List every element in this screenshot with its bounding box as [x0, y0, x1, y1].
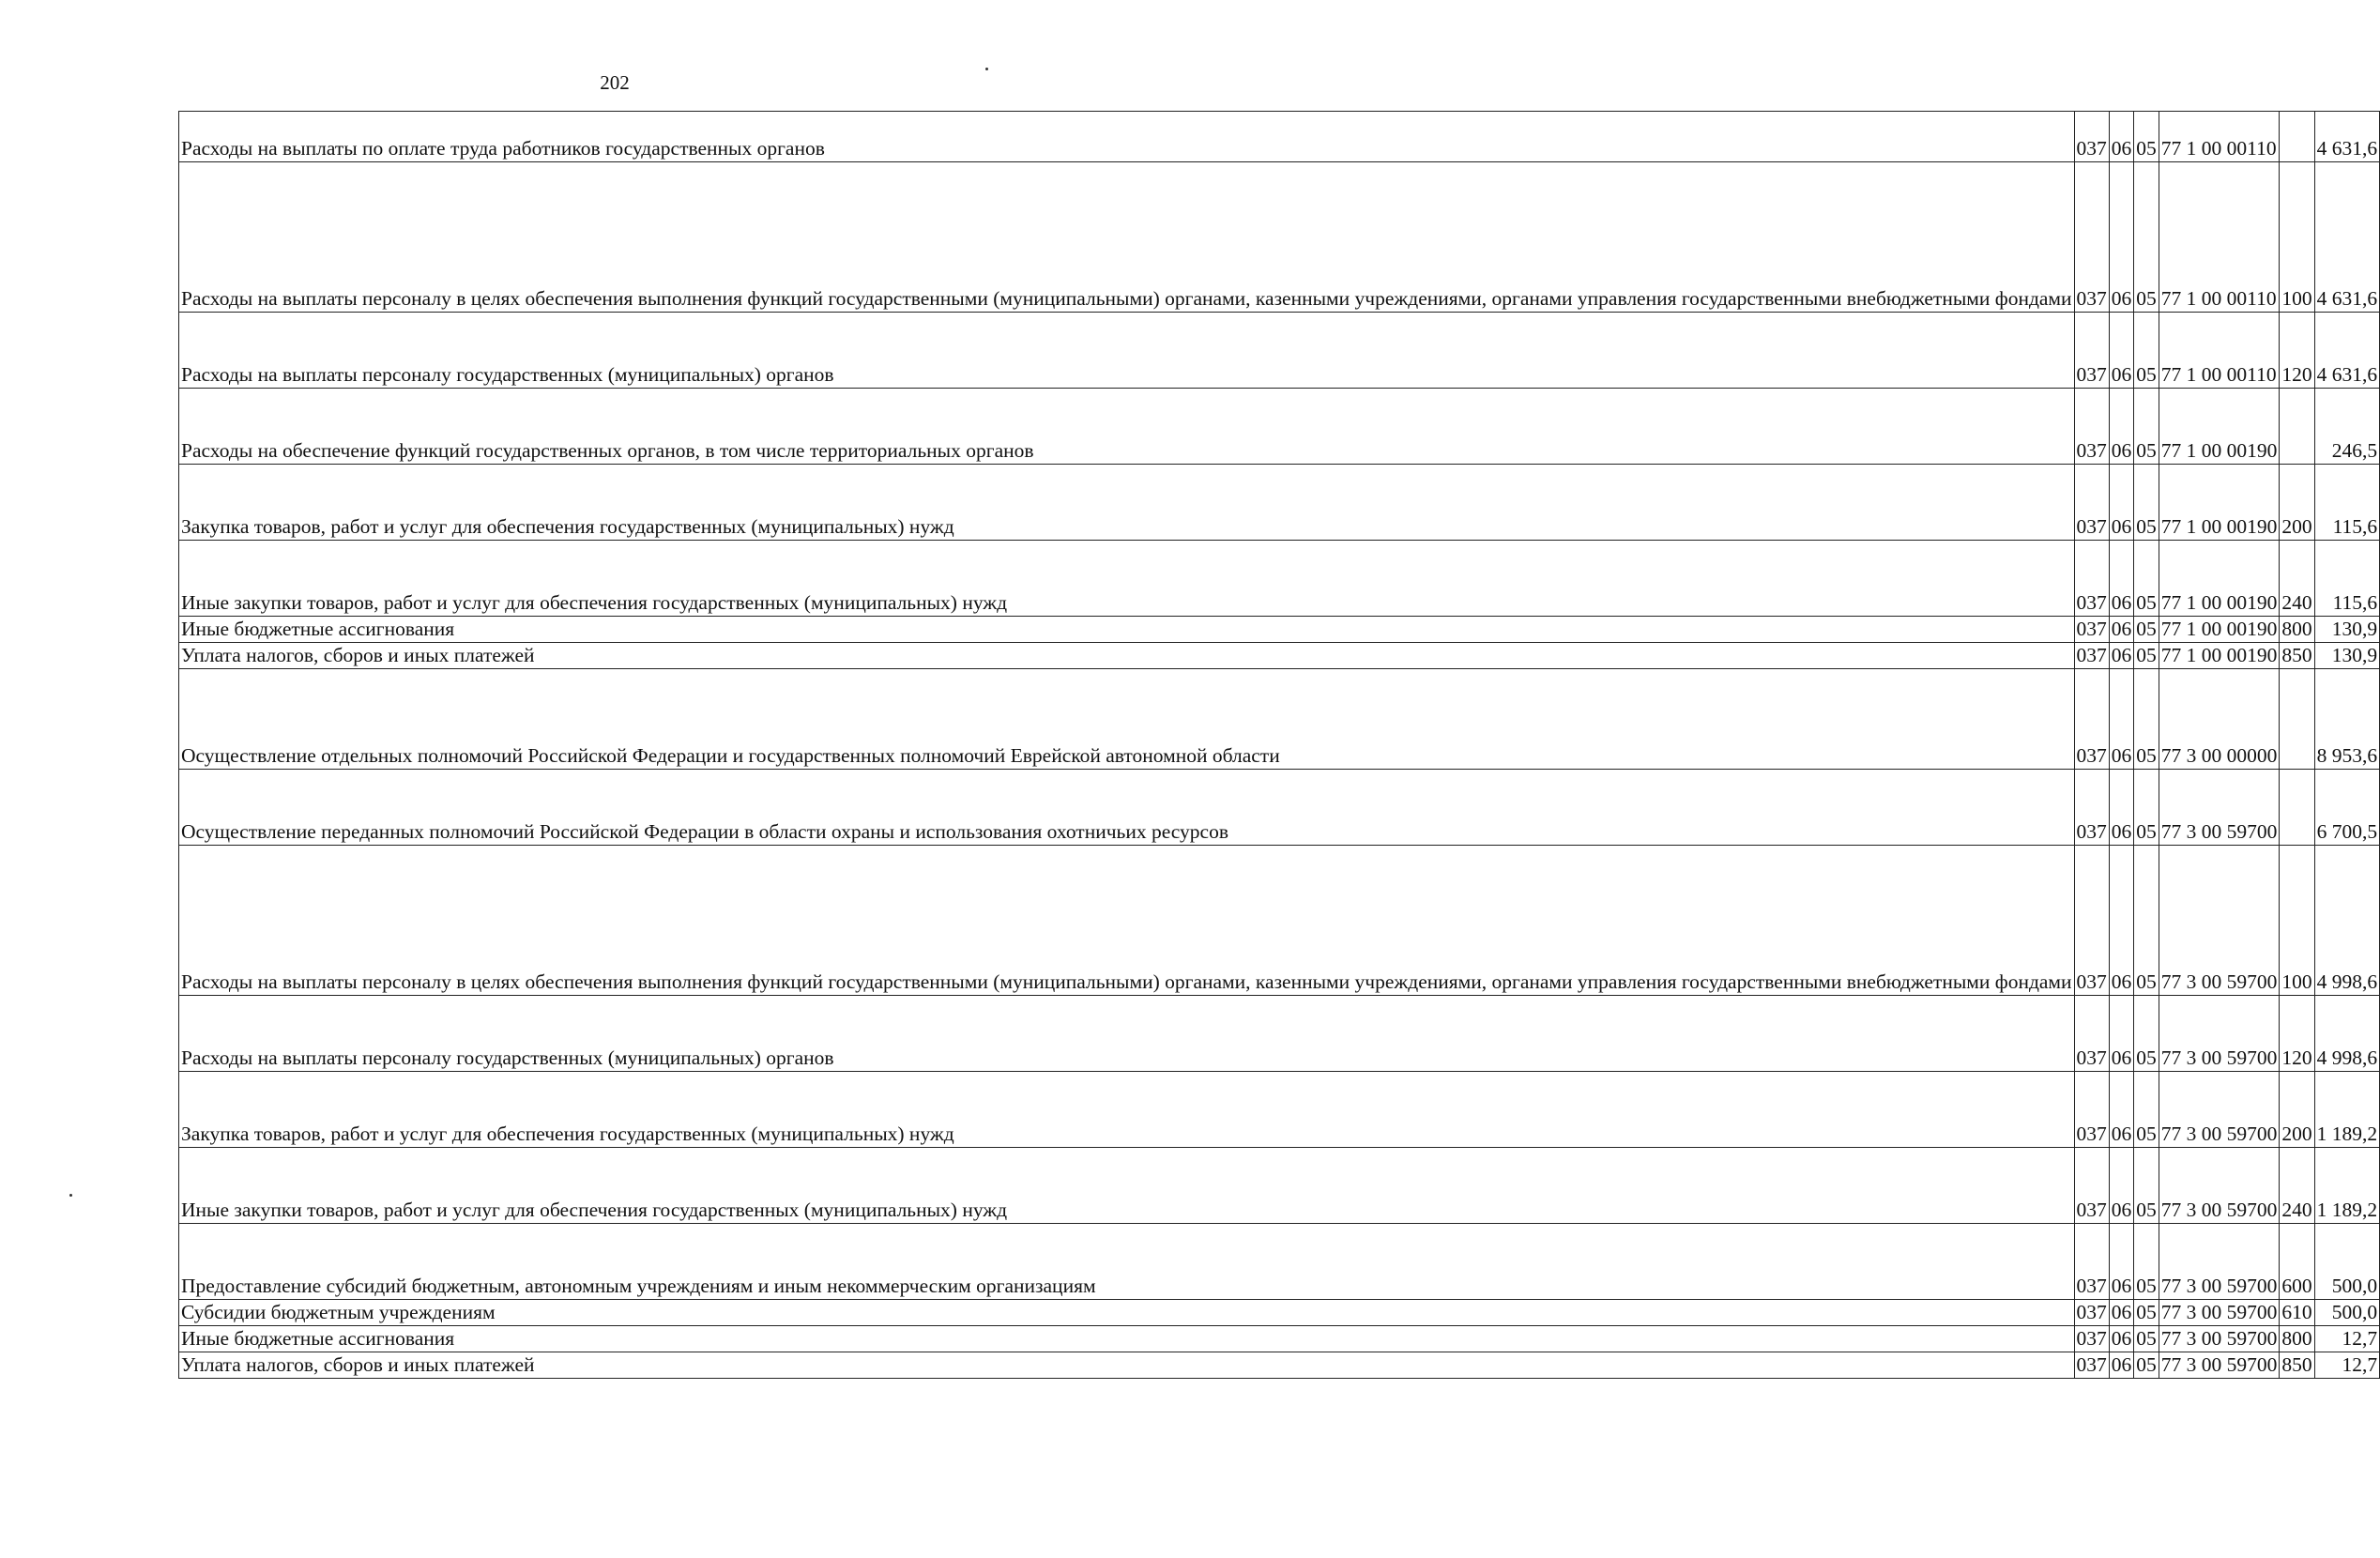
- target-article-cell: 77 3 00 00000: [2159, 669, 2280, 770]
- expense-name-cell: Осуществление отдельных полномочий Российской Федерации и государственных полномочий Еврейской автономной области: [179, 669, 2075, 770]
- amount-cell: 130,9: [2314, 643, 2380, 669]
- target-article-cell: 77 3 00 59700: [2159, 1148, 2280, 1224]
- expense-name-cell: Расходы на выплаты персоналу государственных (муниципальных) органов: [179, 313, 2075, 389]
- subsection-code-cell: 05: [2134, 846, 2159, 996]
- table-row: [179, 313, 2380, 389]
- expense-type-cell: 600: [2280, 1224, 2314, 1300]
- section-code-cell: 06: [2109, 162, 2134, 313]
- expense-name-cell: Закупка товаров, работ и услуг для обеспечения государственных (муниципальных) нужд: [179, 1072, 2075, 1148]
- subsection-code-cell: 05: [2134, 465, 2159, 541]
- expense-name-cell: Расходы на обеспечение функций государственных органов, в том числе территориальных органов: [179, 389, 2075, 465]
- ministry-code-cell: 037: [2074, 1148, 2109, 1224]
- expense-type-cell: 200: [2280, 465, 2314, 541]
- ministry-code-cell: 037: [2074, 846, 2109, 996]
- section-code-cell: 06: [2109, 1352, 2134, 1379]
- ministry-code-cell: 037: [2074, 313, 2109, 389]
- section-code-cell: 06: [2109, 112, 2134, 162]
- table-row: [179, 1072, 2380, 1148]
- expense-name-cell: Субсидии бюджетным учреждениям: [179, 1300, 2075, 1326]
- table-row: [179, 1326, 2380, 1352]
- target-article-cell: 77 3 00 59700: [2159, 1072, 2280, 1148]
- subsection-code-cell: 05: [2134, 617, 2159, 643]
- expense-name-cell: Расходы на выплаты персоналу государственных (муниципальных) органов: [179, 996, 2075, 1072]
- section-code-cell: 06: [2109, 669, 2134, 770]
- expense-type-cell: 200: [2280, 1072, 2314, 1148]
- target-article-cell: 77 1 00 00110: [2159, 313, 2280, 389]
- expense-type-cell: 120: [2280, 996, 2314, 1072]
- expense-type-cell: 240: [2280, 541, 2314, 617]
- subsection-code-cell: 05: [2134, 643, 2159, 669]
- subsection-code-cell: 05: [2134, 1148, 2159, 1224]
- expense-name-cell: Иные закупки товаров, работ и услуг для обеспечения государственных (муниципальных) нужд: [179, 541, 2075, 617]
- amount-cell: 130,9: [2314, 617, 2380, 643]
- expense-name-cell: Иные закупки товаров, работ и услуг для обеспечения государственных (муниципальных) нужд: [179, 1148, 2075, 1224]
- subsection-code-cell: 05: [2134, 541, 2159, 617]
- target-article-cell: 77 1 00 00110: [2159, 112, 2280, 162]
- section-code-cell: 06: [2109, 1072, 2134, 1148]
- section-code-cell: 06: [2109, 1300, 2134, 1326]
- expense-name-cell: Уплата налогов, сборов и иных платежей: [179, 643, 2075, 669]
- expense-name-cell: Расходы на выплаты персоналу в целях обеспечения выполнения функций государственными (муниципальными) органами, казенными учреждениями, органами управления государственными внебюджетными фондами: [179, 846, 2075, 996]
- section-code-cell: 06: [2109, 643, 2134, 669]
- ministry-code-cell: 037: [2074, 617, 2109, 643]
- target-article-cell: 77 3 00 59700: [2159, 1352, 2280, 1379]
- ministry-code-cell: 037: [2074, 770, 2109, 846]
- section-code-cell: 06: [2109, 1148, 2134, 1224]
- expense-name-cell: Иные бюджетные ассигнования: [179, 1326, 2075, 1352]
- subsection-code-cell: 05: [2134, 112, 2159, 162]
- table-row: [179, 465, 2380, 541]
- amount-cell: 115,6: [2314, 541, 2380, 617]
- amount-cell: 500,0: [2314, 1224, 2380, 1300]
- table-row: [179, 846, 2380, 996]
- expense-type-cell: [2280, 669, 2314, 770]
- expense-type-cell: [2280, 770, 2314, 846]
- table-body: [179, 112, 2380, 1379]
- ministry-code-cell: 037: [2074, 643, 2109, 669]
- expense-type-cell: 120: [2280, 313, 2314, 389]
- target-article-cell: 77 3 00 59700: [2159, 1224, 2280, 1300]
- expense-name-cell: Предоставление субсидий бюджетным, автономным учреждениям и иным некоммерческим организациям: [179, 1224, 2075, 1300]
- expense-type-cell: [2280, 389, 2314, 465]
- ministry-code-cell: 037: [2074, 669, 2109, 770]
- section-code-cell: 06: [2109, 313, 2134, 389]
- expense-name-cell: Осуществление переданных полномочий Российской Федерации в области охраны и использования охотничьих ресурсов: [179, 770, 2075, 846]
- subsection-code-cell: 05: [2134, 770, 2159, 846]
- ministry-code-cell: 037: [2074, 465, 2109, 541]
- scan-speck: [985, 68, 988, 70]
- expense-name-cell: Закупка товаров, работ и услуг для обеспечения государственных (муниципальных) нужд: [179, 465, 2075, 541]
- table-row: [179, 162, 2380, 313]
- amount-cell: 1 189,2: [2314, 1072, 2380, 1148]
- amount-cell: 12,7: [2314, 1352, 2380, 1379]
- expense-type-cell: 800: [2280, 1326, 2314, 1352]
- amount-cell: 4 631,6: [2314, 313, 2380, 389]
- amount-cell: 4 631,6: [2314, 112, 2380, 162]
- ministry-code-cell: 037: [2074, 996, 2109, 1072]
- target-article-cell: 77 1 00 00190: [2159, 465, 2280, 541]
- ministry-code-cell: 037: [2074, 1326, 2109, 1352]
- section-code-cell: 06: [2109, 617, 2134, 643]
- amount-cell: 115,6: [2314, 465, 2380, 541]
- table-row: [179, 1300, 2380, 1326]
- expense-type-cell: 850: [2280, 643, 2314, 669]
- amount-cell: 246,5: [2314, 389, 2380, 465]
- amount-cell: 8 953,6: [2314, 669, 2380, 770]
- amount-cell: 4 998,6: [2314, 846, 2380, 996]
- expense-type-cell: 100: [2280, 162, 2314, 313]
- expense-type-cell: 610: [2280, 1300, 2314, 1326]
- target-article-cell: 77 1 00 00110: [2159, 162, 2280, 313]
- amount-cell: 12,7: [2314, 1326, 2380, 1352]
- target-article-cell: 77 1 00 00190: [2159, 617, 2280, 643]
- ministry-code-cell: 037: [2074, 112, 2109, 162]
- subsection-code-cell: 05: [2134, 1326, 2159, 1352]
- expense-name-cell: Расходы на выплаты по оплате труда работников государственных органов: [179, 112, 2075, 162]
- subsection-code-cell: 05: [2134, 669, 2159, 770]
- section-code-cell: 06: [2109, 389, 2134, 465]
- table-row: [179, 617, 2380, 643]
- expense-type-cell: [2280, 112, 2314, 162]
- subsection-code-cell: 05: [2134, 1300, 2159, 1326]
- subsection-code-cell: 05: [2134, 1352, 2159, 1379]
- expense-name-cell: Расходы на выплаты персоналу в целях обеспечения выполнения функций государственными (муниципальными) органами, казенными учреждениями, органами управления государственными внебюджетными фондами: [179, 162, 2075, 313]
- target-article-cell: 77 3 00 59700: [2159, 1326, 2280, 1352]
- ministry-code-cell: 037: [2074, 1352, 2109, 1379]
- section-code-cell: 06: [2109, 996, 2134, 1072]
- expense-type-cell: 100: [2280, 846, 2314, 996]
- ministry-code-cell: 037: [2074, 162, 2109, 313]
- amount-cell: 4 631,6: [2314, 162, 2380, 313]
- table-row: [179, 669, 2380, 770]
- target-article-cell: 77 3 00 59700: [2159, 996, 2280, 1072]
- section-code-cell: 06: [2109, 465, 2134, 541]
- ministry-code-cell: 037: [2074, 1224, 2109, 1300]
- table-row: [179, 770, 2380, 846]
- target-article-cell: 77 3 00 59700: [2159, 1300, 2280, 1326]
- amount-cell: 4 998,6: [2314, 996, 2380, 1072]
- expense-name-cell: Иные бюджетные ассигнования: [179, 617, 2075, 643]
- target-article-cell: 77 1 00 00190: [2159, 389, 2280, 465]
- ministry-code-cell: 037: [2074, 1072, 2109, 1148]
- table-row: [179, 996, 2380, 1072]
- section-code-cell: 06: [2109, 846, 2134, 996]
- table-row: [179, 541, 2380, 617]
- amount-cell: 1 189,2: [2314, 1148, 2380, 1224]
- amount-cell: 6 700,5: [2314, 770, 2380, 846]
- section-code-cell: 06: [2109, 1224, 2134, 1300]
- section-code-cell: 06: [2109, 541, 2134, 617]
- table-row: [179, 1352, 2380, 1379]
- section-code-cell: 06: [2109, 770, 2134, 846]
- target-article-cell: 77 3 00 59700: [2159, 846, 2280, 996]
- ministry-code-cell: 037: [2074, 541, 2109, 617]
- subsection-code-cell: 05: [2134, 996, 2159, 1072]
- expense-type-cell: 850: [2280, 1352, 2314, 1379]
- page-number: 202: [600, 71, 630, 94]
- scan-speck: [69, 1194, 72, 1197]
- ministry-code-cell: 037: [2074, 1300, 2109, 1326]
- amount-cell: 500,0: [2314, 1300, 2380, 1326]
- table-row: [179, 643, 2380, 669]
- target-article-cell: 77 1 00 00190: [2159, 541, 2280, 617]
- section-code-cell: 06: [2109, 1326, 2134, 1352]
- subsection-code-cell: 05: [2134, 1072, 2159, 1148]
- subsection-code-cell: 05: [2134, 389, 2159, 465]
- expense-type-cell: 800: [2280, 617, 2314, 643]
- table-row: [179, 1148, 2380, 1224]
- table-row: [179, 389, 2380, 465]
- ministry-code-cell: 037: [2074, 389, 2109, 465]
- expense-name-cell: Уплата налогов, сборов и иных платежей: [179, 1352, 2075, 1379]
- table-row: [179, 112, 2380, 162]
- table-row: [179, 1224, 2380, 1300]
- subsection-code-cell: 05: [2134, 313, 2159, 389]
- target-article-cell: 77 3 00 59700: [2159, 770, 2280, 846]
- budget-table: [178, 111, 2380, 1379]
- target-article-cell: 77 1 00 00190: [2159, 643, 2280, 669]
- subsection-code-cell: 05: [2134, 162, 2159, 313]
- subsection-code-cell: 05: [2134, 1224, 2159, 1300]
- expense-type-cell: 240: [2280, 1148, 2314, 1224]
